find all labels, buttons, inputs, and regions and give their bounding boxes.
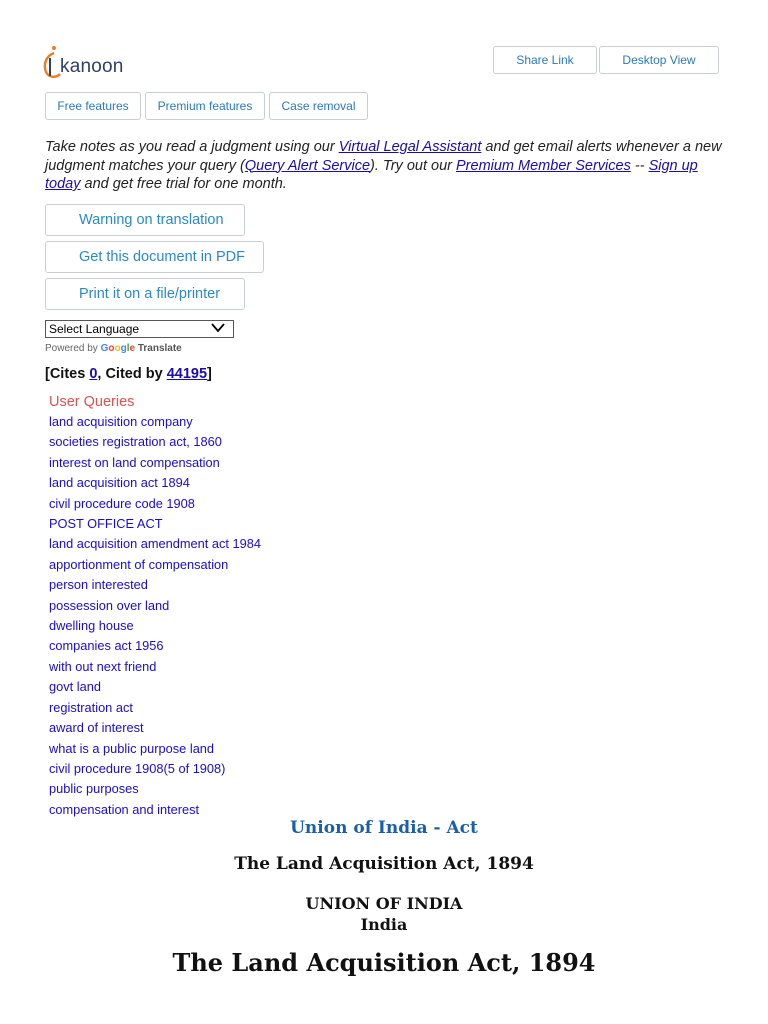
user-query-link[interactable]: govt land [49, 679, 101, 695]
chevron-down-icon [211, 323, 225, 333]
language-select-value: Select Language [49, 322, 140, 336]
user-query-link[interactable]: dwelling house [49, 618, 134, 634]
user-query-link[interactable]: apportionment of compensation [49, 556, 229, 572]
promo-paragraph [45, 138, 735, 194]
user-query-link[interactable]: what is a public purpose land [49, 740, 215, 756]
user-query-link[interactable]: land acquisition act 1894 [49, 475, 190, 491]
share-link-button[interactable]: Share Link [493, 46, 597, 74]
cites-label: [Cites [45, 366, 90, 382]
organisation-country: India [360, 915, 408, 934]
sign-up-today-link[interactable]: Sign up today [45, 157, 698, 192]
cites-summary [45, 366, 212, 382]
print-button[interactable]: Print it on a file/printer [45, 278, 245, 310]
user-query-link[interactable]: POST OFFICE ACT [49, 516, 163, 532]
cites-close: ] [207, 366, 212, 382]
user-query-link[interactable]: interest on land compensation [49, 454, 220, 470]
indian-kanoon-logo[interactable] [42, 44, 142, 84]
user-query-link[interactable]: land acquisition company [49, 414, 193, 429]
google-logo-text: Google [100, 343, 136, 354]
user-query-link[interactable]: land acquisition amendment act 1984 [49, 536, 261, 552]
user-query-link[interactable]: public purposes [49, 781, 139, 797]
user-query-link[interactable]: civil procedure code 1908 [49, 495, 195, 511]
case-removal-button[interactable]: Case removal [269, 92, 368, 120]
user-query-link[interactable]: award of interest [49, 720, 144, 736]
user-query-link[interactable]: compensation and interest [49, 801, 200, 817]
user-query-link[interactable]: with out next friend [49, 658, 157, 674]
user-query-link[interactable]: registration act [49, 699, 133, 715]
free-features-button[interactable]: Free features [45, 92, 141, 120]
cites-count-link[interactable]: 0 [89, 366, 98, 382]
user-queries-list [49, 412, 261, 820]
translate-text: Translate [137, 343, 182, 354]
user-query-link[interactable]: civil procedure 1908(5 of 1908) [49, 760, 226, 776]
cited-by-label: , Cited by [97, 366, 167, 382]
document-organisation [0, 893, 768, 935]
document-subtitle: The Land Acquisition Act, 1894 [234, 854, 534, 874]
user-query-link[interactable]: person interested [49, 577, 148, 593]
logo-text: kanoon [60, 56, 124, 77]
premium-features-button[interactable]: Premium features [145, 92, 265, 120]
organisation-name: UNION OF INDIA [305, 894, 463, 913]
promo-text: and get email alerts whenever a new judgment matches your query ( [45, 139, 722, 174]
powered-by-google-translate[interactable] [45, 343, 182, 354]
promo-text: and get free trial for one month. [80, 176, 287, 192]
user-query-link[interactable]: possession over land [49, 597, 170, 613]
warning-on-translation-button[interactable]: Warning on translation [45, 204, 245, 236]
cited-by-count-link[interactable]: 44195 [166, 366, 208, 382]
premium-member-services-link[interactable]: Premium Member Services [456, 157, 631, 174]
query-alert-service-link[interactable]: Query Alert Service [244, 157, 371, 174]
virtual-legal-assistant-link[interactable]: Virtual Legal Assistant [338, 139, 482, 155]
desktop-view-button[interactable]: Desktop View [599, 46, 719, 74]
document-main-title: The Land Acquisition Act, 1894 [172, 948, 596, 977]
document-source-link[interactable]: Union of India - Act [290, 818, 478, 838]
language-select[interactable] [45, 320, 234, 338]
powered-by-text: Powered by [45, 343, 101, 354]
user-query-link[interactable]: societies registration act, 1860 [49, 434, 222, 450]
promo-text: Take notes as you read a judgment using our [45, 139, 339, 155]
promo-text: -- [630, 157, 649, 174]
user-query-link[interactable]: companies act 1956 [49, 638, 164, 654]
promo-text: ). Try out our [370, 157, 456, 174]
user-queries-title: User Queries [49, 394, 135, 410]
get-pdf-button[interactable]: Get this document in PDF [45, 241, 264, 273]
